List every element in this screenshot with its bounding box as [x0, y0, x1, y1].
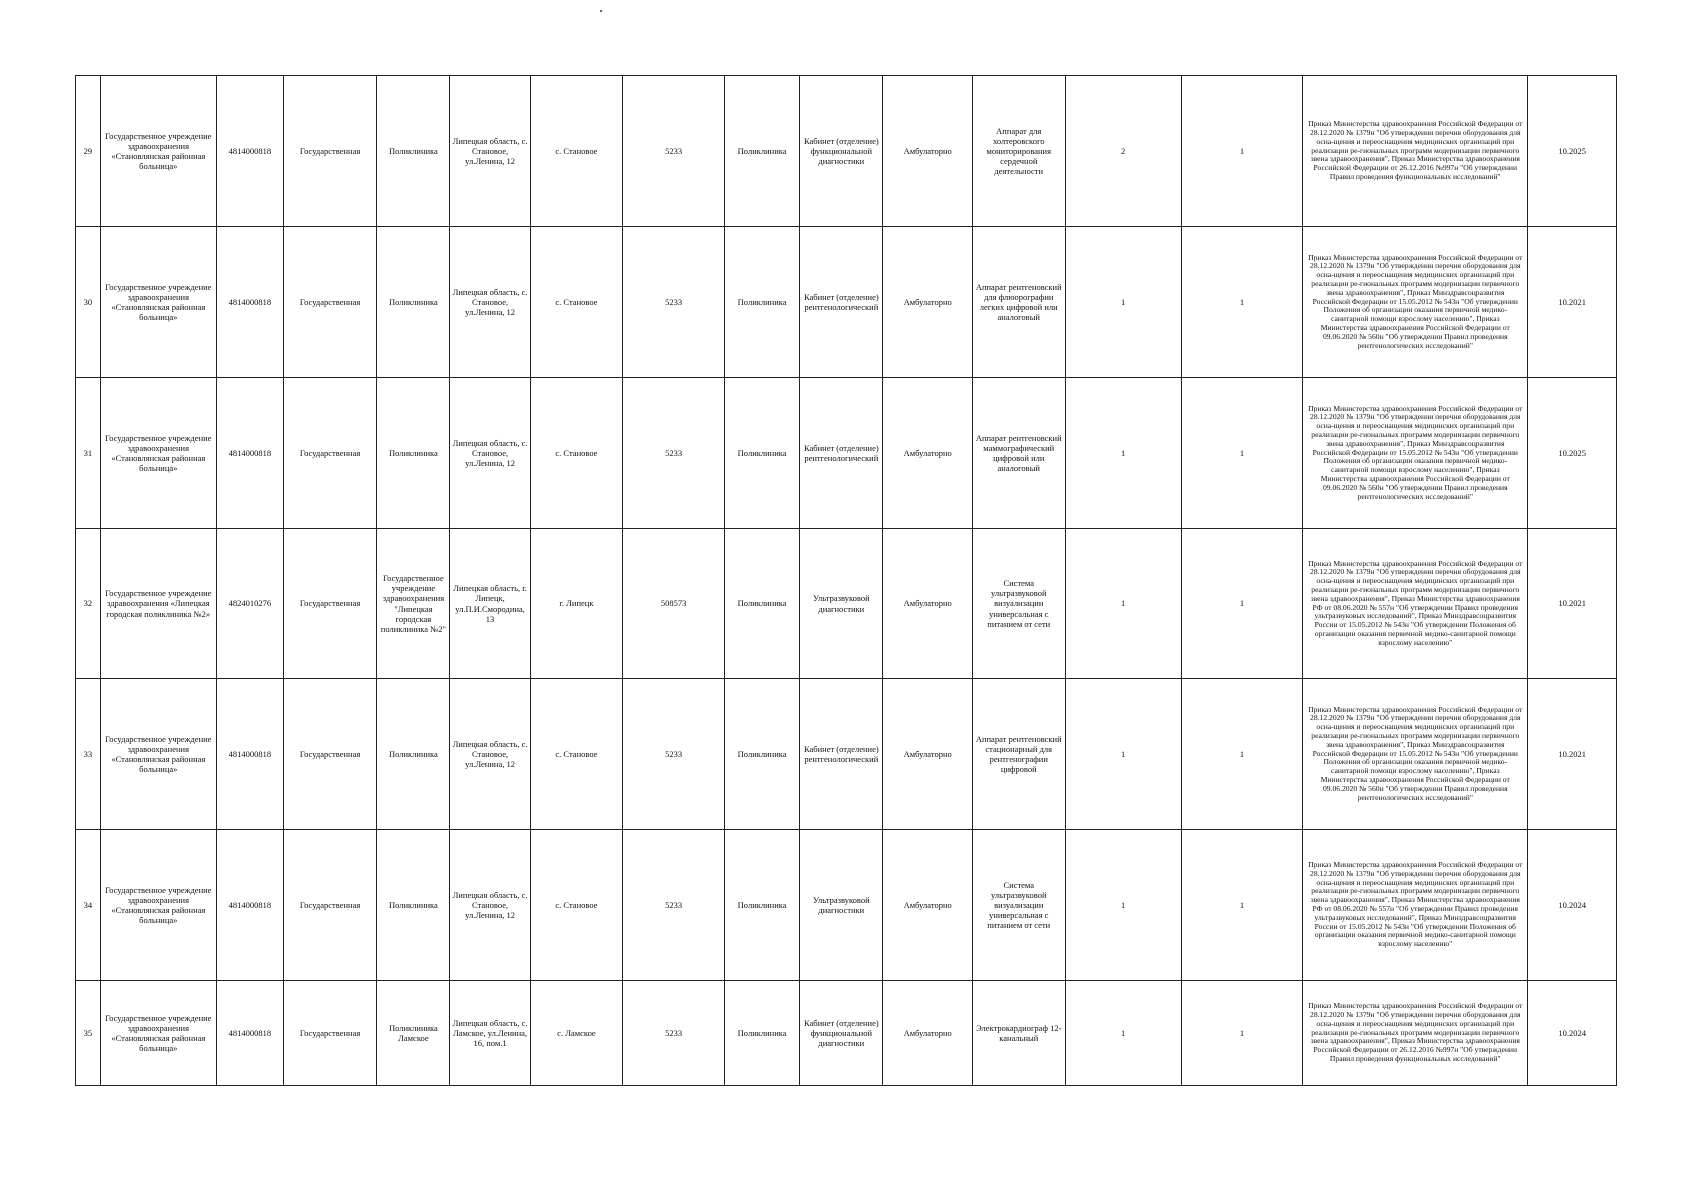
date-cell: 10.2025 [1528, 378, 1617, 529]
settlement-cell: с. Становое [530, 76, 623, 227]
equipment-cell: Система ультразвуковой визуализации универсальная с питанием от сети [972, 529, 1065, 679]
equipment-cell: Аппарат рентгеновский для флюорографии легких цифровой или аналоговый [972, 227, 1065, 378]
subdivision-cell: Поликлиника [377, 378, 450, 529]
address-cell: Липецкая область, с. Становое, ул.Ленина, 12 [450, 76, 530, 227]
table-row [76, 378, 1617, 529]
table-row [76, 76, 1617, 227]
equipment-cell: Аппарат рентгеновский маммографический цифровой или аналоговый [972, 378, 1065, 529]
quantity-cell-1: 1 [1065, 679, 1181, 830]
row-number: 31 [76, 378, 101, 529]
date-cell: 10.2025 [1528, 76, 1617, 227]
inn-cell: 4814000818 [216, 830, 283, 981]
table-row [76, 830, 1617, 981]
population-cell: 5233 [623, 227, 725, 378]
regulation-cell: Приказ Министерства здравоохранения Российской Федерации от 28.12.2020 № 1379н "Об утверждении перечня оборудования для осна-щения и переоснащения медицинских организаций при реализации ре-гиональных программ модернизации первичного звена здравоохранения", Приказ Минздравсоцразвития Российской Федерации от 15.05.2012 № 543н "Об утверждении Положения об организации оказания первичной медико-санитарной помощи взрослому населению", Приказ Министерства здравоохранения Российской Федерации от 09.06.2020 № 560н "Об утверждении Правил проведения рентгенологических исследований" [1303, 378, 1528, 529]
address-cell: Липецкая область, с. Становое, ул.Ленина, 12 [450, 378, 530, 529]
care-conditions-cell: Амбулаторно [883, 830, 972, 981]
care-conditions-cell: Амбулаторно [883, 679, 972, 830]
settlement-cell: с. Ламское [530, 981, 623, 1086]
regulation-cell: Приказ Министерства здравоохранения Российской Федерации от 28.12.2020 № 1379н "Об утверждении перечня оборудования для осна-щения и переоснащения медицинских организаций при реализации ре-гиональных программ модернизации первичного звена здравоохранения", Приказ Министерства здравоохранения Российской Федерации от 26.12.2016 №997н "Об утверждении Правил проведения функциональных исследований" [1303, 981, 1528, 1086]
department-cell: Кабинет (отделение) рентгенологический [800, 679, 883, 830]
ownership-cell: Государственная [283, 679, 377, 830]
row-number: 29 [76, 76, 101, 227]
quantity-cell-2: 1 [1181, 227, 1302, 378]
inn-cell: 4814000818 [216, 679, 283, 830]
quantity-cell-2: 1 [1181, 529, 1302, 679]
subdivision-cell: Поликлиника [377, 227, 450, 378]
regulation-cell: Приказ Министерства здравоохранения Российской Федерации от 28.12.2020 № 1379н "Об утверждении перечня оборудования для осна-щения и переоснащения медицинских организаций при реализации ре-гиональных программ модернизации первичного звена здравоохранения", Приказ Минздравсоцразвития Российской Федерации от 15.05.2012 № 543н "Об утверждении Положения об организации оказания первичной медико-санитарной помощи взрослому населению", Приказ Министерства здравоохранения Российской Федерации от 09.06.2020 № 560н "Об утверждении Правил проведения рентгенологических исследований" [1303, 679, 1528, 830]
settlement-cell: г. Липецк [530, 529, 623, 679]
table-row [76, 227, 1617, 378]
row-number: 33 [76, 679, 101, 830]
population-cell: 5233 [623, 830, 725, 981]
date-cell: 10.2021 [1528, 679, 1617, 830]
row-number: 34 [76, 830, 101, 981]
row-number: 32 [76, 529, 101, 679]
organization-name: Государственное учреждение здравоохранения «Становлянская районная больница» [100, 76, 216, 227]
care-conditions-cell: Амбулаторно [883, 76, 972, 227]
settlement-cell: с. Становое [530, 679, 623, 830]
quantity-cell-1: 1 [1065, 378, 1181, 529]
department-cell: Ультразвуковой диагностики [800, 529, 883, 679]
subdivision-cell: Поликлиника Ламское [377, 981, 450, 1086]
table-row [76, 679, 1617, 830]
equipment-cell: Электрокардиограф 12-канальный [972, 981, 1065, 1086]
unit-type-cell: Поликлиника [725, 981, 800, 1086]
quantity-cell-2: 1 [1181, 679, 1302, 830]
table-body [76, 76, 1617, 1086]
subdivision-cell: Поликлиника [377, 830, 450, 981]
department-cell: Кабинет (отделение) рентгенологический [800, 378, 883, 529]
address-cell: Липецкая область, с. Становое, ул.Ленина, 12 [450, 830, 530, 981]
ownership-cell: Государственная [283, 378, 377, 529]
ownership-cell: Государственная [283, 529, 377, 679]
department-cell: Ультразвуковой диагностики [800, 830, 883, 981]
care-conditions-cell: Амбулаторно [883, 227, 972, 378]
population-cell: 508573 [623, 529, 725, 679]
unit-type-cell: Поликлиника [725, 529, 800, 679]
care-conditions-cell: Амбулаторно [883, 981, 972, 1086]
settlement-cell: с. Становое [530, 830, 623, 981]
ownership-cell: Государственная [283, 981, 377, 1086]
inn-cell: 4814000818 [216, 981, 283, 1086]
unit-type-cell: Поликлиника [725, 76, 800, 227]
quantity-cell-1: 1 [1065, 830, 1181, 981]
quantity-cell-2: 1 [1181, 378, 1302, 529]
date-cell: 10.2021 [1528, 529, 1617, 679]
inn-cell: 4814000818 [216, 378, 283, 529]
table-row [76, 981, 1617, 1086]
scan-speck [600, 10, 602, 12]
regulation-cell: Приказ Министерства здравоохранения Российской Федерации от 28.12.2020 № 1379н "Об утверждении перечня оборудования для осна-щения и переоснащения медицинских организаций при реализации ре-гиональных программ модернизации первичного звена здравоохранения", Приказ Минздравсоцразвития Российской Федерации от 15.05.2012 № 543н "Об утверждении Положения об организации оказания первичной медико-санитарной помощи взрослому населению", Приказ Министерства здравоохранения Российской Федерации от 09.06.2020 № 560н "Об утверждении Правил проведения рентгенологических исследований" [1303, 227, 1528, 378]
organization-name: Государственное учреждение здравоохранения «Становлянская районная больница» [100, 378, 216, 529]
regulation-cell: Приказ Министерства здравоохранения Российской Федерации от 28.12.2020 № 1379н "Об утверждении перечня оборудования для осна-щения и переоснащения медицинских организаций при реализации ре-гиональных программ модернизации первичного звена здравоохранения", Приказ Министерства здравоохранения РФ от 08.06.2020 № 557н "Об утверждении Правил проведения ультразвуковых исследований", Приказ Минздравсоцразвития России от 15.05.2012 № 543н "Об утверждении Положения об организации оказания первичной медико-санитарной помощи взрослому населению" [1303, 830, 1528, 981]
regulation-cell: Приказ Министерства здравоохранения Российской Федерации от 28.12.2020 № 1379н "Об утверждении перечня оборудования для осна-щения и переоснащения медицинских организаций при реализации ре-гиональных программ модернизации первичного звена здравоохранения", Приказ Министерства здравоохранения Российской Федерации от 26.12.2016 №997н "Об утверждении Правил проведения функциональных исследований" [1303, 76, 1528, 227]
population-cell: 5233 [623, 679, 725, 830]
unit-type-cell: Поликлиника [725, 378, 800, 529]
quantity-cell-1: 1 [1065, 227, 1181, 378]
unit-type-cell: Поликлиника [725, 679, 800, 830]
subdivision-cell: Поликлиника [377, 76, 450, 227]
inn-cell: 4814000818 [216, 76, 283, 227]
organization-name: Государственное учреждение здравоохранения «Липецкая городская поликлиника №2» [100, 529, 216, 679]
inn-cell: 4824010276 [216, 529, 283, 679]
population-cell: 5233 [623, 76, 725, 227]
ownership-cell: Государственная [283, 76, 377, 227]
organization-name: Государственное учреждение здравоохранения «Становлянская районная больница» [100, 830, 216, 981]
quantity-cell-2: 1 [1181, 76, 1302, 227]
address-cell: Липецкая область, с. Становое, ул.Ленина, 12 [450, 679, 530, 830]
organization-name: Государственное учреждение здравоохранения «Становлянская районная больница» [100, 981, 216, 1086]
equipment-cell: Аппарат для холтеровского мониторирования сердечной деятельности [972, 76, 1065, 227]
care-conditions-cell: Амбулаторно [883, 529, 972, 679]
quantity-cell-1: 2 [1065, 76, 1181, 227]
population-cell: 5233 [623, 981, 725, 1086]
equipment-cell: Аппарат рентгеновский стационарный для рентгенографии цифровой [972, 679, 1065, 830]
regulation-cell: Приказ Министерства здравоохранения Российской Федерации от 28.12.2020 № 1379н "Об утверждении перечня оборудования для осна-щения и переоснащения медицинских организаций при реализации ре-гиональных программ модернизации первичного звена здравоохранения", Приказ Министерства здравоохранения РФ от 08.06.2020 № 557н "Об утверждении Правил проведения ультразвуковых исследований", Приказ Минздравсоцразвития России от 15.05.2012 № 543н "Об утверждении Положения об организации оказания первичной медико-санитарной помощи взрослому населению" [1303, 529, 1528, 679]
quantity-cell-1: 1 [1065, 529, 1181, 679]
quantity-cell-2: 1 [1181, 981, 1302, 1086]
equipment-cell: Система ультразвуковой визуализации универсальная с питанием от сети [972, 830, 1065, 981]
ownership-cell: Государственная [283, 830, 377, 981]
ownership-cell: Государственная [283, 227, 377, 378]
unit-type-cell: Поликлиника [725, 227, 800, 378]
row-number: 30 [76, 227, 101, 378]
care-conditions-cell: Амбулаторно [883, 378, 972, 529]
organization-name: Государственное учреждение здравоохранения «Становлянская районная больница» [100, 227, 216, 378]
date-cell: 10.2021 [1528, 227, 1617, 378]
date-cell: 10.2024 [1528, 981, 1617, 1086]
organization-name: Государственное учреждение здравоохранения «Становлянская районная больница» [100, 679, 216, 830]
department-cell: Кабинет (отделение) функциональной диагностики [800, 76, 883, 227]
inn-cell: 4814000818 [216, 227, 283, 378]
table-row [76, 529, 1617, 679]
date-cell: 10.2024 [1528, 830, 1617, 981]
subdivision-cell: Поликлиника [377, 679, 450, 830]
document-sheet [75, 75, 1617, 1086]
population-cell: 5233 [623, 378, 725, 529]
address-cell: Липецкая область, с. Становое, ул.Ленина, 12 [450, 227, 530, 378]
address-cell: Липецкая область, г. Липецк, ул.П.И.Смородина, 13 [450, 529, 530, 679]
subdivision-cell: Государственное учреждение здравоохранения "Липецкая городская поликлиника №2" [377, 529, 450, 679]
address-cell: Липецкая область, с. Ламское, ул.Ленина, 16, пом.1 [450, 981, 530, 1086]
row-number: 35 [76, 981, 101, 1086]
equipment-table [75, 75, 1617, 1086]
department-cell: Кабинет (отделение) функциональной диагностики [800, 981, 883, 1086]
quantity-cell-2: 1 [1181, 830, 1302, 981]
unit-type-cell: Поликлиника [725, 830, 800, 981]
quantity-cell-1: 1 [1065, 981, 1181, 1086]
department-cell: Кабинет (отделение) рентгенологический [800, 227, 883, 378]
settlement-cell: с. Становое [530, 378, 623, 529]
settlement-cell: с. Становое [530, 227, 623, 378]
